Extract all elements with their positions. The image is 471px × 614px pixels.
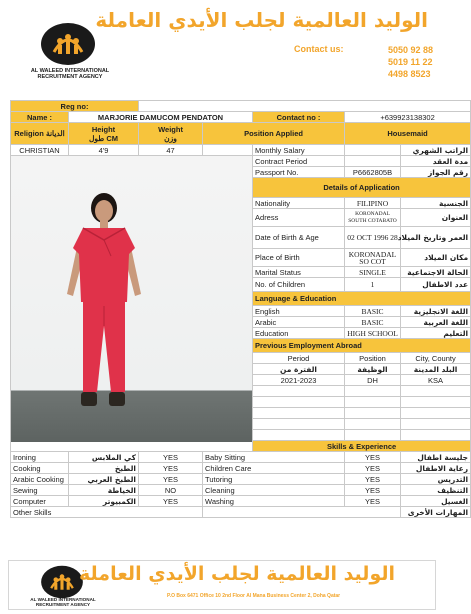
footer-logo-text: AL WALEED INTERNATIONAL RECRUITMENT AGENCY	[30, 597, 96, 607]
phone-number[interactable]: 5050 92 88	[388, 45, 434, 55]
other-skills-label: Other Skills	[11, 507, 203, 518]
skill-value: YES	[139, 496, 203, 507]
footer-arabic-title: الوليد العالمية لجلب الأيدي العاملة	[79, 563, 395, 585]
empty-cell	[345, 430, 401, 441]
education-label-ar: التعليم	[401, 328, 471, 339]
education-label: Education	[253, 328, 345, 339]
skill-label: Cleaning	[203, 485, 345, 496]
employment-period: 2021-2023	[253, 375, 345, 386]
employment-title: Previous Employment Abroad	[253, 339, 471, 353]
skills-title: Skills & Experience	[253, 441, 471, 452]
city-header: City, County	[401, 353, 471, 364]
language-title: Language & Education	[253, 292, 471, 306]
skill-value: YES	[345, 463, 401, 474]
address-value: KORONADAL SOUTH COTABATO	[345, 209, 401, 227]
skill-value: YES	[345, 485, 401, 496]
footer	[8, 560, 436, 610]
other-skills-value	[203, 507, 401, 518]
empty-cell	[253, 386, 345, 397]
contract-label: Contract Period	[253, 156, 345, 167]
empty-cell	[345, 419, 401, 430]
empty-cell	[345, 386, 401, 397]
passport-label-ar: رقم الجواز	[401, 167, 471, 178]
position-header-ar: الوظيفة	[345, 364, 401, 375]
phone-number[interactable]: 4498 8523	[388, 69, 431, 79]
other-skills-label-ar: المهارات الأخرى	[401, 507, 471, 518]
skill-label-ar: الطبخ العربي	[69, 474, 139, 485]
height-header-en: Height	[91, 124, 116, 134]
reg-label: Reg no:	[11, 101, 139, 112]
name-label: Name :	[11, 112, 69, 123]
address-label-ar: العنوان	[401, 209, 471, 227]
weight-value: 47	[139, 145, 203, 156]
details-title: Details of Application	[253, 178, 471, 198]
skill-label: Computer	[11, 496, 69, 507]
skill-label: Ironing	[11, 452, 69, 463]
marital-value: SINGLE	[345, 267, 401, 278]
english-label-ar: اللغة الانجليزية	[401, 306, 471, 317]
skill-label-ar: كي الملابس	[69, 452, 139, 463]
skill-value: YES	[139, 463, 203, 474]
arabic-label: Arabic	[253, 317, 345, 328]
education-value: HIGH SCHOOL	[345, 328, 401, 339]
period-header: Period	[253, 353, 345, 364]
skill-value: YES	[345, 474, 401, 485]
footer-address: P.O Box 6471 Office 10 2nd Floor Al Mana Business Center 2, Doha Qatar	[167, 593, 341, 599]
contract-value	[345, 156, 401, 167]
empty-cell	[345, 397, 401, 408]
marital-label: Marital Status	[253, 267, 345, 278]
arabic-label-ar: اللغة العربية	[401, 317, 471, 328]
empty-cell	[253, 430, 345, 441]
agency-logo-icon	[40, 22, 96, 66]
skill-label-ar: الخياطة	[69, 485, 139, 496]
skill-label: Sewing	[11, 485, 69, 496]
skill-label-ar: التنظيف	[401, 485, 471, 496]
children-label: No. of Children	[253, 278, 345, 292]
salary-label-ar: الراتب الشهري	[401, 145, 471, 156]
birthplace-label: Place of Birth	[253, 249, 345, 267]
empty-cell	[253, 419, 345, 430]
birthplace-label-ar: مكان الميلاد	[401, 249, 471, 267]
skill-value: YES	[139, 474, 203, 485]
position-header: Position	[345, 353, 401, 364]
skill-value: YES	[345, 452, 401, 463]
english-label: English	[253, 306, 345, 317]
weight-header	[139, 123, 203, 145]
contact-value: +639923138302	[345, 112, 471, 123]
nationality-label-ar: الجنسية	[401, 198, 471, 209]
skill-label-ar: الطبخ	[69, 463, 139, 474]
height-header	[69, 123, 139, 145]
marital-label-ar: الحالة الاجتماعية	[401, 267, 471, 278]
skill-label-ar: رعاية الاطفال	[401, 463, 471, 474]
skill-label-ar: التدريس	[401, 474, 471, 485]
period-header-ar: الفترة من	[253, 364, 345, 375]
weight-header-en: Weight	[158, 124, 183, 134]
height-value: 4'9	[69, 145, 139, 156]
empty-cell	[401, 397, 471, 408]
empty-cell	[401, 408, 471, 419]
nationality-value: FILIPINO	[345, 198, 401, 209]
skill-label: Arabic Cooking	[11, 474, 69, 485]
english-value: BASIC	[345, 306, 401, 317]
candidate-photo-cell	[11, 156, 253, 452]
height-header-ar: طول CM	[88, 133, 119, 143]
candidate-photo	[11, 156, 252, 442]
nationality-label: Nationality	[253, 198, 345, 209]
arabic-value: BASIC	[345, 317, 401, 328]
passport-value: P6662805B	[345, 167, 401, 178]
contact-us-label: Contact us:	[294, 44, 344, 54]
salary-value	[345, 145, 401, 156]
skill-value: YES	[139, 452, 203, 463]
position-applied-header: Position Applied	[203, 123, 345, 145]
children-value: 1	[345, 278, 401, 292]
spacer-cell	[203, 145, 253, 156]
salary-label: Monthly Salary	[253, 145, 345, 156]
skill-label: Children Care	[203, 463, 345, 474]
address-label: Adress	[253, 209, 345, 227]
skill-label: Baby Sitting	[203, 452, 345, 463]
candidate-figure-icon	[11, 156, 201, 442]
dob-value: 02 OCT 1996 28	[345, 227, 401, 249]
header	[8, 6, 436, 92]
employment-city: KSA	[401, 375, 471, 386]
skill-label-ar: جليسة اطفال	[401, 452, 471, 463]
empty-cell	[253, 397, 345, 408]
dob-label-ar: العمر وتاريخ الميلاد	[401, 227, 471, 249]
empty-cell	[253, 408, 345, 419]
contact-label: Contact no :	[253, 112, 345, 123]
phone-list	[388, 44, 433, 80]
weight-header-ar: وزن	[164, 133, 177, 143]
dob-label: Date of Birth & Age	[253, 227, 345, 249]
logo-text: AL WALEED INTERNATIONAL RECRUITMENT AGENCY	[30, 68, 110, 80]
agency-arabic-title: الوليد العالمية لجلب الأيدي العاملة	[95, 8, 428, 32]
skill-label: Tutoring	[203, 474, 345, 485]
city-header-ar: البلد المدينة	[401, 364, 471, 375]
skill-label-ar: الكمبيوتر	[69, 496, 139, 507]
children-label-ar: عدد الاطفال	[401, 278, 471, 292]
empty-cell	[401, 386, 471, 397]
empty-cell	[401, 430, 471, 441]
empty-cell	[345, 408, 401, 419]
birthplace-value: KORONADAL SO COT	[345, 249, 401, 267]
cv-table	[10, 100, 471, 518]
name-value: MARJORIE DAMUCOM PENDATON	[69, 112, 253, 123]
contract-label-ar: مدة العقد	[401, 156, 471, 167]
passport-label: Passport No.	[253, 167, 345, 178]
religion-header: Religion الديانة	[11, 123, 69, 145]
religion-value: CHRISTIAN	[11, 145, 69, 156]
skill-value: YES	[345, 496, 401, 507]
skill-label: Washing	[203, 496, 345, 507]
empty-cell	[401, 419, 471, 430]
reg-value	[139, 101, 471, 112]
skill-label: Cooking	[11, 463, 69, 474]
phone-number[interactable]: 5019 11 22	[388, 57, 433, 67]
skill-value: NO	[139, 485, 203, 496]
skill-label-ar: الغسيل	[401, 496, 471, 507]
employment-position: DH	[345, 375, 401, 386]
position-value: Housemaid	[345, 123, 471, 145]
